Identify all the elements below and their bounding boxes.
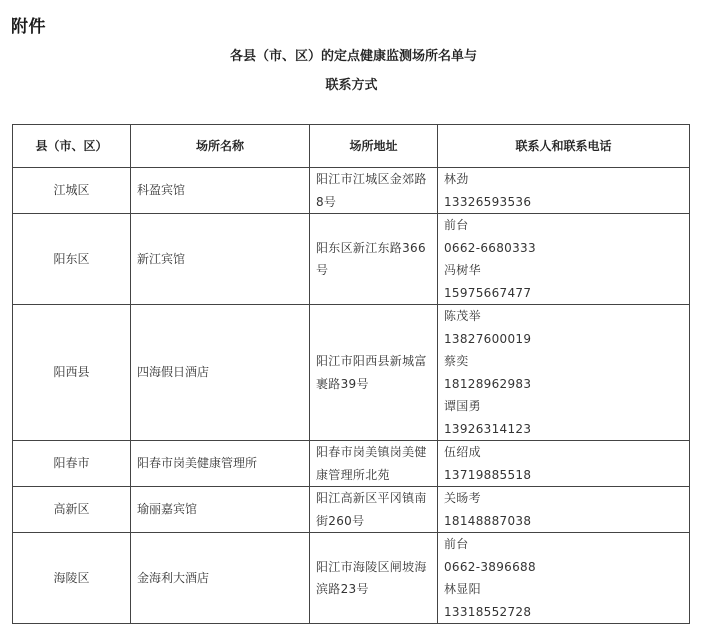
county-cell: 阳西县 <box>13 305 131 441</box>
venue-name-cell: 金海利大酒店 <box>131 533 310 624</box>
table-body <box>13 168 690 624</box>
county-cell: 高新区 <box>13 487 131 533</box>
contact-phone: 18128962983 <box>444 376 532 391</box>
contact-phone: 0662-3896688 <box>444 559 536 574</box>
address-line: 阳江市海陵区闸坡海 <box>316 559 427 574</box>
venue-address-cell <box>310 214 438 305</box>
table-row <box>13 441 690 487</box>
address-line: 号 <box>316 263 329 277</box>
venue-name-cell: 科盈宾馆 <box>131 168 310 214</box>
contacts-cell <box>438 533 690 624</box>
contact-phone: 13926314123 <box>444 421 532 436</box>
address-line: 阳江市阳西县新城富 <box>316 354 427 368</box>
contact-name: 陈茂举 <box>444 309 481 323</box>
venue-name-cell: 新江宾馆 <box>131 214 310 305</box>
document-title-line-2: 联系方式 <box>325 78 378 93</box>
column-header-contacts: 联系人和联系电话 <box>438 125 690 168</box>
contact-phone: 0662-6680333 <box>444 240 536 255</box>
venue-address-cell <box>310 305 438 441</box>
address-line: 街260号 <box>316 513 365 528</box>
address-line: 阳江高新区平冈镇南 <box>316 491 427 505</box>
contact-name: 蔡奕 <box>444 354 469 368</box>
document-title-line-1: 各县（市、区）的定点健康监测场所名单与 <box>229 49 477 64</box>
county-cell: 江城区 <box>13 168 131 214</box>
contact-phone: 18148887038 <box>444 513 532 528</box>
contacts-cell <box>438 305 690 441</box>
contact-phone: 13326593536 <box>444 194 532 209</box>
contacts-cell <box>438 441 690 487</box>
table-row <box>13 168 690 214</box>
address-line: 康管理所北苑 <box>316 467 390 482</box>
contact-name: 前台 <box>444 218 469 232</box>
contact-phone: 13318552728 <box>444 604 532 619</box>
table-row <box>13 214 690 305</box>
contact-phone: 13719885518 <box>444 467 532 482</box>
contact-name: 冯树华 <box>444 263 481 277</box>
venue-address-cell <box>310 487 438 533</box>
contacts-cell <box>438 214 690 305</box>
contacts-cell <box>438 487 690 533</box>
contact-name: 关旸考 <box>444 491 481 505</box>
address-line: 8号 <box>316 194 337 209</box>
venue-address-cell <box>310 168 438 214</box>
attachment-label: 附件 <box>11 17 46 37</box>
contact-name: 前台 <box>444 537 469 551</box>
column-header-venue-name: 场所名称 <box>131 125 310 168</box>
contact-name: 伍绍成 <box>444 445 481 459</box>
venue-table <box>12 124 690 624</box>
contact-phone: 13827600019 <box>444 331 532 346</box>
venue-name-cell: 瑜丽嘉宾馆 <box>131 487 310 533</box>
table-row <box>13 487 690 533</box>
venue-address-cell <box>310 441 438 487</box>
contact-name: 林显阳 <box>444 582 481 596</box>
table-header-row <box>13 125 690 168</box>
address-line: 阳江市江城区金郊路 <box>316 172 427 186</box>
contact-name: 林劲 <box>444 172 469 186</box>
contact-name: 谭国勇 <box>444 399 481 413</box>
contact-phone: 15975667477 <box>444 285 532 300</box>
contacts-cell <box>438 168 690 214</box>
column-header-venue-address: 场所地址 <box>310 125 438 168</box>
table-row <box>13 533 690 624</box>
column-header-county: 县（市、区） <box>13 125 131 168</box>
table-row <box>13 305 690 441</box>
county-cell: 海陵区 <box>13 533 131 624</box>
venue-name-cell: 阳春市岗美健康管理所 <box>131 441 310 487</box>
address-line: 裹路39号 <box>316 376 369 391</box>
address-line: 阳东区新江东路366 <box>316 240 426 255</box>
address-line: 阳春市岗美镇岗美健 <box>316 445 427 459</box>
venue-name-cell: 四海假日酒店 <box>131 305 310 441</box>
county-cell: 阳东区 <box>13 214 131 305</box>
county-cell: 阳春市 <box>13 441 131 487</box>
venue-address-cell <box>310 533 438 624</box>
address-line: 滨路23号 <box>316 582 369 596</box>
